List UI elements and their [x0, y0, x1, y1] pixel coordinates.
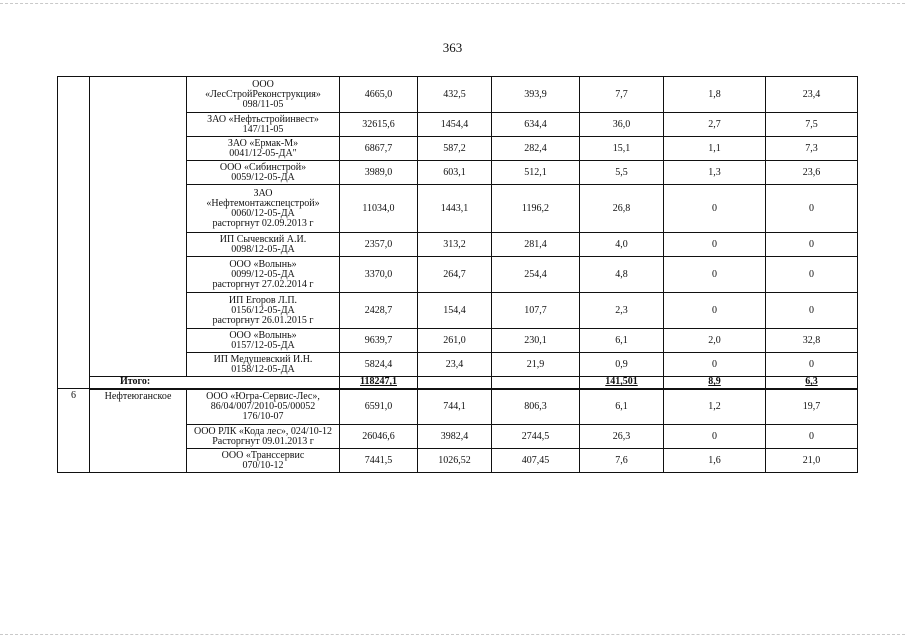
value-cell-1: 32615,6: [340, 113, 418, 137]
value-cell-1: 4665,0: [340, 77, 418, 113]
value-cell-1: 9639,7: [340, 329, 418, 353]
tenant-cell: [187, 137, 340, 161]
value-cell-1: 6591,0: [340, 389, 418, 425]
value-cell-2: 1443,1: [418, 185, 492, 233]
tenant-line: 176/10-07: [242, 410, 284, 422]
value-cell-3: 21,9: [492, 353, 580, 377]
value-cell-3: 393,9: [492, 77, 580, 113]
total-value-6: 6,3: [766, 377, 858, 389]
tenant-line: расторгнут 02.09.2013 г: [212, 217, 314, 229]
value-cell-1: 3989,0: [340, 161, 418, 185]
tenant-line: ООО «Транссервис: [221, 449, 305, 461]
row-number-cell: [58, 77, 90, 389]
value-cell-6: 0: [766, 233, 858, 257]
tenant-line: 0060/12-05-ДА: [231, 207, 295, 219]
lease-register-table: [57, 76, 858, 473]
table-row: [58, 389, 858, 425]
tenant-line: ЗАО: [253, 187, 273, 199]
value-cell-5: 0: [664, 185, 766, 233]
tenant-line: 147/11-05: [242, 123, 284, 135]
value-cell-4: 4,0: [580, 233, 664, 257]
value-cell-6: 0: [766, 293, 858, 329]
value-cell-3: 806,3: [492, 389, 580, 425]
tenant-line: 0158/12-05-ДА: [231, 363, 295, 375]
value-cell-5: 0: [664, 353, 766, 377]
tenant-cell: [187, 425, 340, 449]
tenant-cell: [187, 449, 340, 473]
value-cell-3: 1196,2: [492, 185, 580, 233]
total-value-3: [492, 377, 580, 389]
tenant-line: 0041/12-05-ДА": [229, 147, 297, 159]
value-cell-2: 261,0: [418, 329, 492, 353]
tenant-line: ИП Егоров Л.П.: [228, 294, 298, 306]
total-value-2: [418, 377, 492, 389]
tenant-cell: [187, 161, 340, 185]
value-cell-5: 1,8: [664, 77, 766, 113]
scan-edge-top: [0, 3, 905, 4]
value-cell-3: 512,1: [492, 161, 580, 185]
total-value-1: 118247,1: [340, 377, 418, 389]
value-cell-5: 2,7: [664, 113, 766, 137]
value-cell-1: 11034,0: [340, 185, 418, 233]
district-cell: [90, 77, 187, 377]
value-cell-6: 0: [766, 353, 858, 377]
value-cell-4: 6,1: [580, 389, 664, 425]
value-cell-3: 254,4: [492, 257, 580, 293]
value-cell-4: 4,8: [580, 257, 664, 293]
value-cell-4: 26,8: [580, 185, 664, 233]
tenant-line: 86/04/007/2010-05/00052: [210, 400, 316, 412]
scan-edge-bottom: [0, 634, 905, 635]
value-cell-6: 7,3: [766, 137, 858, 161]
value-cell-3: 230,1: [492, 329, 580, 353]
value-cell-3: 281,4: [492, 233, 580, 257]
value-cell-4: 6,1: [580, 329, 664, 353]
value-cell-6: 0: [766, 425, 858, 449]
tenant-cell: [187, 185, 340, 233]
value-cell-6: 7,5: [766, 113, 858, 137]
tenant-line: 0059/12-05-ДА: [231, 171, 295, 183]
value-cell-2: 3982,4: [418, 425, 492, 449]
value-cell-1: 2357,0: [340, 233, 418, 257]
tenant-line: «Нефтемонтажспецстрой»: [206, 197, 320, 209]
tenant-cell: [187, 233, 340, 257]
total-row: [58, 377, 858, 389]
value-cell-5: 1,6: [664, 449, 766, 473]
tenant-line: ИП Медушевский И.Н.: [213, 353, 313, 365]
value-cell-2: 1454,4: [418, 113, 492, 137]
value-cell-4: 0,9: [580, 353, 664, 377]
value-cell-5: 0: [664, 257, 766, 293]
tenant-cell: [187, 257, 340, 293]
value-cell-6: 23,4: [766, 77, 858, 113]
tenant-line: 0099/12-05-ДА: [231, 268, 295, 280]
tenant-line: расторгнут 26.01.2015 г: [212, 314, 314, 326]
value-cell-6: 32,8: [766, 329, 858, 353]
tenant-line: Расторгнут 09.01.2013 г: [212, 435, 314, 447]
value-cell-2: 603,1: [418, 161, 492, 185]
value-cell-5: 1,2: [664, 389, 766, 425]
value-cell-5: 1,1: [664, 137, 766, 161]
page-number: 363: [442, 40, 463, 55]
value-cell-4: 15,1: [580, 137, 664, 161]
value-cell-5: 2,0: [664, 329, 766, 353]
value-cell-1: 3370,0: [340, 257, 418, 293]
value-cell-2: 264,7: [418, 257, 492, 293]
table-row: [58, 77, 858, 113]
value-cell-1: 7441,5: [340, 449, 418, 473]
value-cell-4: 2,3: [580, 293, 664, 329]
tenant-line: ООО «Волынь»: [229, 258, 297, 270]
value-cell-6: 21,0: [766, 449, 858, 473]
value-cell-4: 5,5: [580, 161, 664, 185]
total-label: Итого:: [90, 377, 340, 389]
tenant-line: 0098/12-05-ДА: [231, 243, 295, 255]
tenant-cell: [187, 293, 340, 329]
tenant-line: 070/10-12: [242, 459, 284, 471]
value-cell-1: 6867,7: [340, 137, 418, 161]
value-cell-5: 1,3: [664, 161, 766, 185]
value-cell-6: 19,7: [766, 389, 858, 425]
tenant-line: ЗАО «Нефтьстройинвест»: [207, 113, 319, 125]
value-cell-1: 26046,6: [340, 425, 418, 449]
row-number-cell: 6: [58, 389, 90, 473]
tenant-line: 0157/12-05-ДА: [231, 339, 295, 351]
tenant-line: 098/11-05: [242, 98, 284, 110]
value-cell-5: 0: [664, 425, 766, 449]
value-cell-1: 2428,7: [340, 293, 418, 329]
tenant-cell: [187, 113, 340, 137]
value-cell-4: 36,0: [580, 113, 664, 137]
value-cell-2: 744,1: [418, 389, 492, 425]
tenant-line: ООО «Сибинстрой»: [219, 161, 307, 173]
value-cell-4: 26,3: [580, 425, 664, 449]
value-cell-6: 0: [766, 185, 858, 233]
tenant-cell: [187, 353, 340, 377]
value-cell-3: 2744,5: [492, 425, 580, 449]
value-cell-5: 0: [664, 293, 766, 329]
value-cell-6: 23,6: [766, 161, 858, 185]
value-cell-3: 282,4: [492, 137, 580, 161]
value-cell-2: 23,4: [418, 353, 492, 377]
tenant-line: «ЛесСтройРеконструкция»: [205, 88, 321, 100]
value-cell-3: 407,45: [492, 449, 580, 473]
tenant-line: ООО РЛК «Кода лес», 024/10-12: [193, 425, 333, 437]
value-cell-1: 5824,4: [340, 353, 418, 377]
value-cell-2: 154,4: [418, 293, 492, 329]
value-cell-2: 313,2: [418, 233, 492, 257]
tenant-cell: [187, 389, 340, 425]
value-cell-2: 1026,52: [418, 449, 492, 473]
value-cell-4: 7,6: [580, 449, 664, 473]
total-value-4: 141,501: [580, 377, 664, 389]
tenant-line: ООО: [252, 78, 274, 90]
value-cell-6: 0: [766, 257, 858, 293]
tenant-line: ООО «Волынь»: [229, 329, 297, 341]
value-cell-2: 432,5: [418, 77, 492, 113]
value-cell-3: 634,4: [492, 113, 580, 137]
tenant-cell: [187, 329, 340, 353]
value-cell-5: 0: [664, 233, 766, 257]
value-cell-2: 587,2: [418, 137, 492, 161]
district-cell: Нефтеюганское: [90, 389, 187, 473]
tenant-line: ООО «Югра-Сервис-Лес»,: [206, 390, 320, 402]
total-value-5: 8,9: [664, 377, 766, 389]
value-cell-4: 7,7: [580, 77, 664, 113]
tenant-line: расторгнут 27.02.2014 г: [212, 278, 314, 290]
tenant-line: ИП Сычевский А.И.: [219, 233, 307, 245]
value-cell-3: 107,7: [492, 293, 580, 329]
tenant-cell: [187, 77, 340, 113]
tenant-line: 0156/12-05-ДА: [231, 304, 295, 316]
tenant-line: ЗАО «Ермак-М»: [227, 137, 299, 149]
table-body: [58, 77, 858, 473]
